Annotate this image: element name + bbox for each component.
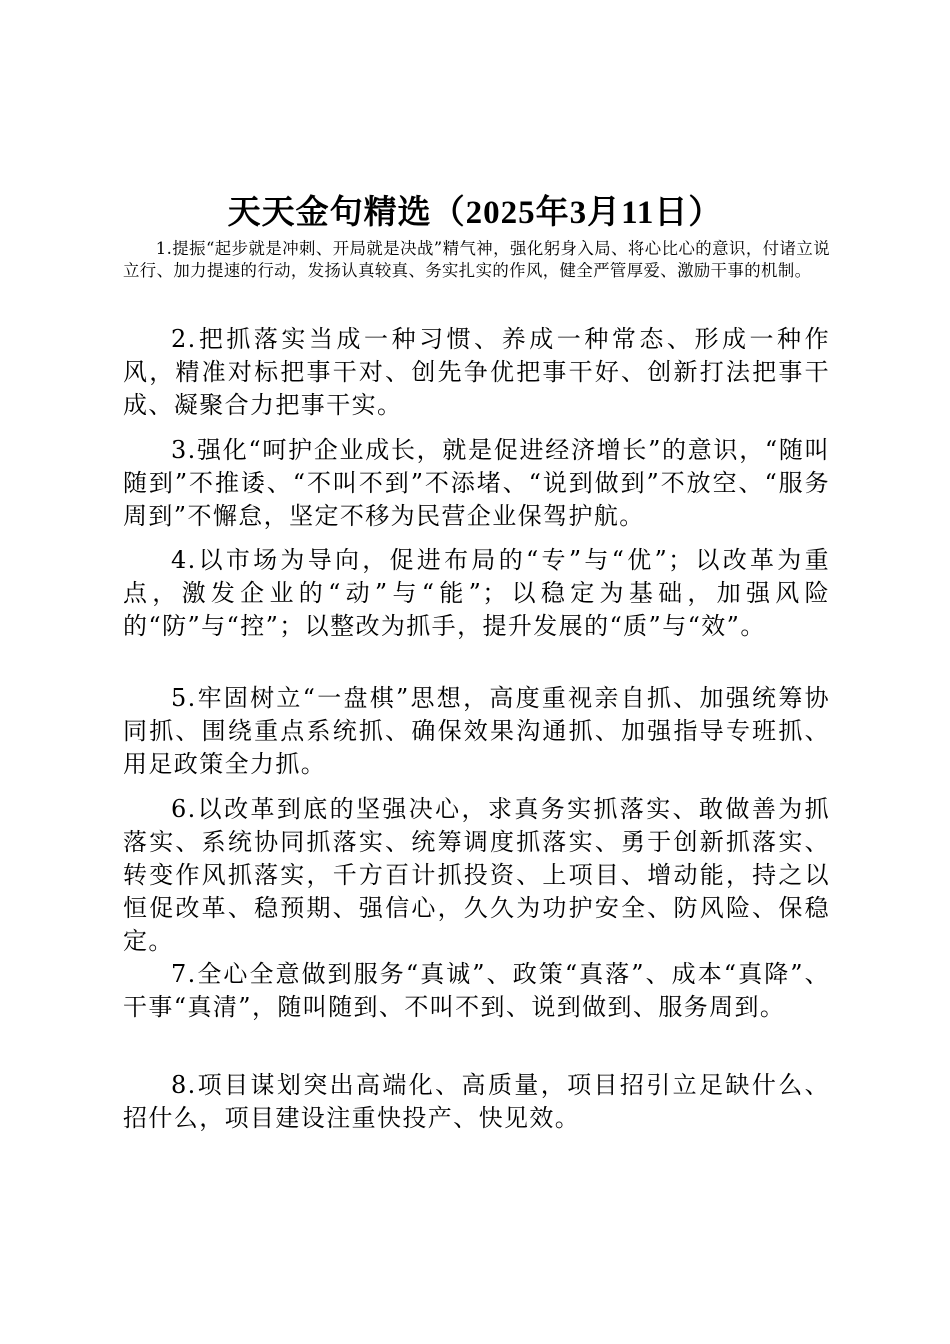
quote-paragraph-8: 8.项目谋划突出高端化、高质量，项目招引立足缺什么、招什么，项目建设注重快投产、快见效。 — [123, 1071, 830, 1132]
quote-paragraph-2: 2.把抓落实当成一种习惯、养成一种常态、形成一种作风，精准对标把事干对、创先争优把事干好、创新打法把事干成、凝聚合力把事干实。 — [123, 325, 830, 419]
title-year: 2025 — [465, 195, 536, 232]
quote-paragraph-3: 3.强化“呵护企业成长，就是促进经济增长”的意识，“随叫随到”不推诿、“不叫不到”不添堵、“说到做到”不放空、“服务周到”不懈怠，坚定不移为民营企业保驾护航。 — [123, 436, 830, 530]
quote-paragraph-1: 1.提振“起步就是冲刺、开局就是决战”精气神，强化躬身入局、将心比心的意识，付诸立说立行、加力提速的行动，发扬认真较真、务实扎实的作风，健全严管厚爱、激励干事的机制。 — [123, 239, 830, 280]
title-day: 11 — [621, 195, 655, 232]
page-title — [0, 190, 950, 235]
title-text: 天天金句精选（ — [227, 192, 466, 232]
quote-paragraph-4: 4.以市场为导向，促进布局的“专”与“优”；以改革为重点，激发企业的“动”与“能”；以稳定为基础，加强风险的“防”与“控”；以整改为抓手，提升发展的“质”与“效”。 — [123, 546, 830, 640]
title-month-unit: 月 — [587, 192, 622, 232]
title-day-unit: 日） — [654, 192, 723, 232]
quote-paragraph-5: 5.牢固树立“一盘棋”思想，高度重视亲自抓、加强统筹协同抓、围绕重点系统抓、确保效果沟通抓、加强指导专班抓、用足政策全力抓。 — [123, 684, 830, 778]
title-year-unit: 年 — [535, 192, 570, 232]
title-month: 3 — [569, 195, 588, 232]
quote-paragraph-6: 6.以改革到底的坚强决心，求真务实抓落实、敢做善为抓落实、系统协同抓落实、统筹调度抓落实、勇于创新抓落实、转变作风抓落实，千方百计抓投资、上项目、增动能，持之以恒促改革、稳预期、强信心，久久为功护安全、防风险、保稳定。 — [123, 795, 830, 955]
quote-paragraph-7: 7.全心全意做到服务“真诚”、政策“真落”、成本“真降”、干事“真清”，随叫随到、不叫不到、说到做到、服务周到。 — [123, 960, 830, 1021]
